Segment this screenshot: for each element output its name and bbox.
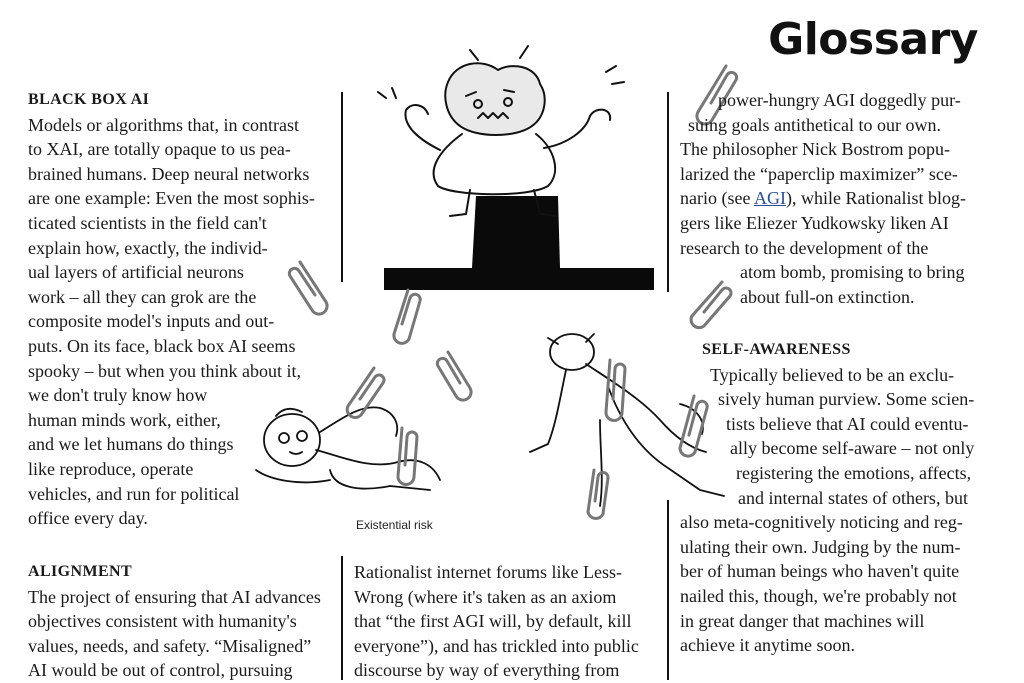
alignment-line: The project of ensuring that AI advances [28,586,321,607]
right-line: larized the “paperclip maximizer” sce- [680,163,958,184]
right-line: atom bomb, promising to bring [740,262,965,283]
self-awareness-line: nailed this, though, we're probably not [680,585,957,606]
self-awareness-line: ally become self-aware – not only [730,438,975,459]
black-box-line: work – all they can grok are the [28,286,257,307]
black-box-line: to XAI, are totally opaque to us pea- [28,139,291,160]
right-line [680,186,980,211]
self-awareness-line: ulating their own. Judging by the num- [680,536,961,557]
middle-line: everyone”), and has trickled into public [354,635,639,656]
right-line: about full-on extinction. [740,286,915,307]
alignment-line: objectives consistent with humanity's [28,611,297,632]
self-awareness-heading: SELF-AWARENESS [702,341,851,358]
black-box-line: ual layers of artificial neurons [28,262,244,283]
black-box-line: Models or algorithms that, in contrast [28,114,299,135]
black-box-line: like reproduce, operate [28,458,194,479]
illustration-caption: Existential risk [356,518,433,532]
black-box-line: explain how, exactly, the individ- [28,237,268,258]
self-awareness-line: ber of human beings who haven't quite [680,561,960,582]
middle-line: Rationalist internet forums like Less- [354,562,622,582]
black-box-line: puts. On its face, black box AI seems [28,335,296,356]
alignment-heading: ALIGNMENT [28,563,133,580]
right-column [680,88,980,309]
self-awareness-line: sively human purview. Some scien- [718,389,975,410]
black-box-heading: BLACK BOX AI [28,91,150,108]
black-box-line: composite model's inputs and out- [28,311,275,332]
right-column-bottom [680,338,980,658]
right-line-text: nario (see [680,188,754,209]
right-line: research to the development of the [680,237,929,258]
black-box-line: we don't truly know how [28,385,208,406]
right-line: gers like Eliezer Yudkowsky liken AI [680,212,949,233]
left-column-bottom [28,560,332,683]
right-line: suing goals antithetical to our own. [688,114,941,135]
right-line: The philosopher Nick Bostrom popu- [680,139,950,160]
right-line-text: ), while Rationalist blog- [785,188,966,209]
alignment-line: values, needs, and safety. “Misaligned” [28,635,312,656]
black-box-line: ticated scientists in the field can't [28,212,267,233]
self-awareness-line: tists believe that AI could eventu- [726,413,969,434]
middle-column [354,560,659,683]
self-awareness-line: in great danger that machines will [680,610,925,631]
agi-link[interactable]: AGI [753,188,786,209]
left-column [28,88,332,531]
black-box-line: brained humans. Deep neural networks [28,163,310,184]
black-box-line: human minds work, either, [28,409,221,430]
black-box-line: office every day. [28,508,148,529]
black-box-line: and we let humans do things [28,434,234,455]
black-box-line: vehicles, and run for political [28,483,240,504]
self-awareness-line: and internal states of others, but [738,487,968,508]
black-box-line: are one example: Even the most sophis- [28,188,315,209]
middle-line: Wrong (where it's taken as an axiom [354,586,617,607]
self-awareness-line: achieve it anytime soon. [680,635,855,656]
self-awareness-line: registering the emotions, affects, [736,462,972,483]
self-awareness-line: Typically believed to be an exclu- [710,364,955,385]
middle-line: that “the first AGI will, by default, kill [354,611,632,632]
alignment-line: AI would be out of control, pursuing [28,660,293,681]
black-box-line: spooky – but when you think about it, [28,360,301,381]
pedestal [384,196,654,290]
angry-robot-icon [378,46,624,216]
page-title: Glossary [768,14,978,65]
right-line: power-hungry AGI doggedly pur- [718,90,961,110]
self-awareness-line: also meta-cognitively noticing and reg- [680,512,963,533]
middle-line: discourse by way of everything from [354,660,620,681]
